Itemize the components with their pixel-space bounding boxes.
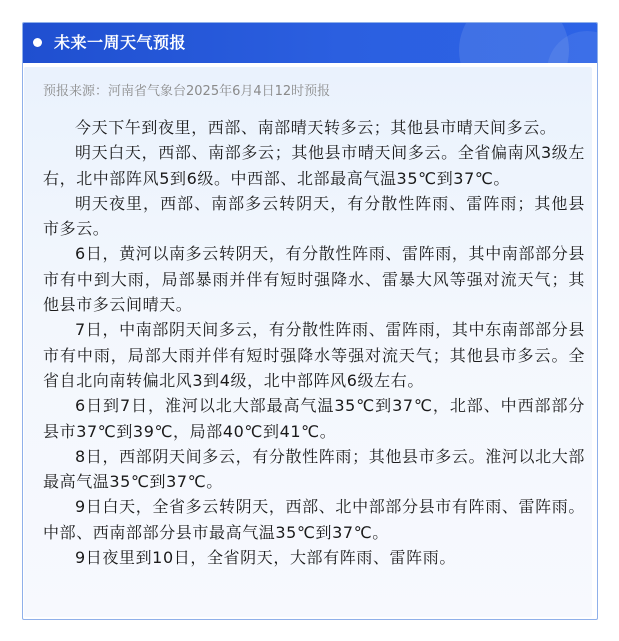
card-header [23,23,597,63]
card-title: 未来一周天气预报 [54,33,187,52]
forecast-paragraph: 今天下午到夜里，西部、南部晴天转多云；其他县市晴天间多云。 [75,118,557,137]
forecast-paragraph: 9日白天，全省多云转阴天，西部、北中部部分县市有阵雨、雷阵雨。中部、西南部部分县市最高气温35℃到37℃。 [43,497,585,542]
card-body [24,67,592,617]
bullet-dot-icon [33,38,42,47]
forecast-source: 预报来源：河南省气象台2025年6月4日12时预报 [43,84,331,99]
forecast-paragraph: 明天白天，西部、南部多云；其他县市晴天间多云。全省偏南风3级左右，北中部阵风5到6级。中西部、北部最高气温35℃到37℃。 [43,143,585,188]
forecast-paragraph: 6日，黄河以南多云转阴天，有分散性阵雨、雷阵雨，其中南部部分县市有中到大雨，局部暴雨并伴有短时强降水、雷暴大风等强对流天气；其他县市多云间晴天。 [43,244,585,315]
weather-forecast-card [22,22,598,620]
forecast-paragraph: 7日，中南部阴天间多云，有分散性阵雨、雷阵雨，其中东南部部分县市有中雨，局部大雨并伴有短时强降水等强对流天气；其他县市多云。全省自北向南转偏北风3到4级，北中部阵风6级左右。 [43,320,585,390]
forecast-paragraph: 6日到7日，淮河以北大部最高气温35℃到37℃，北部、中西部部分县市37℃到39℃，局部40℃到41℃。 [43,396,585,441]
forecast-paragraph: 明天夜里，西部、南部多云转阴天，有分散性阵雨、雷阵雨；其他县市多云。 [43,193,585,239]
forecast-paragraph: 8日，西部阴天间多云，有分散性阵雨；其他县市多云。淮河以北大部最高气温35℃到37℃。 [43,446,585,492]
forecast-paragraph: 9日夜里到10日，全省阴天，大部有阵雨、雷阵雨。 [75,548,456,568]
forecast-content [43,115,585,570]
